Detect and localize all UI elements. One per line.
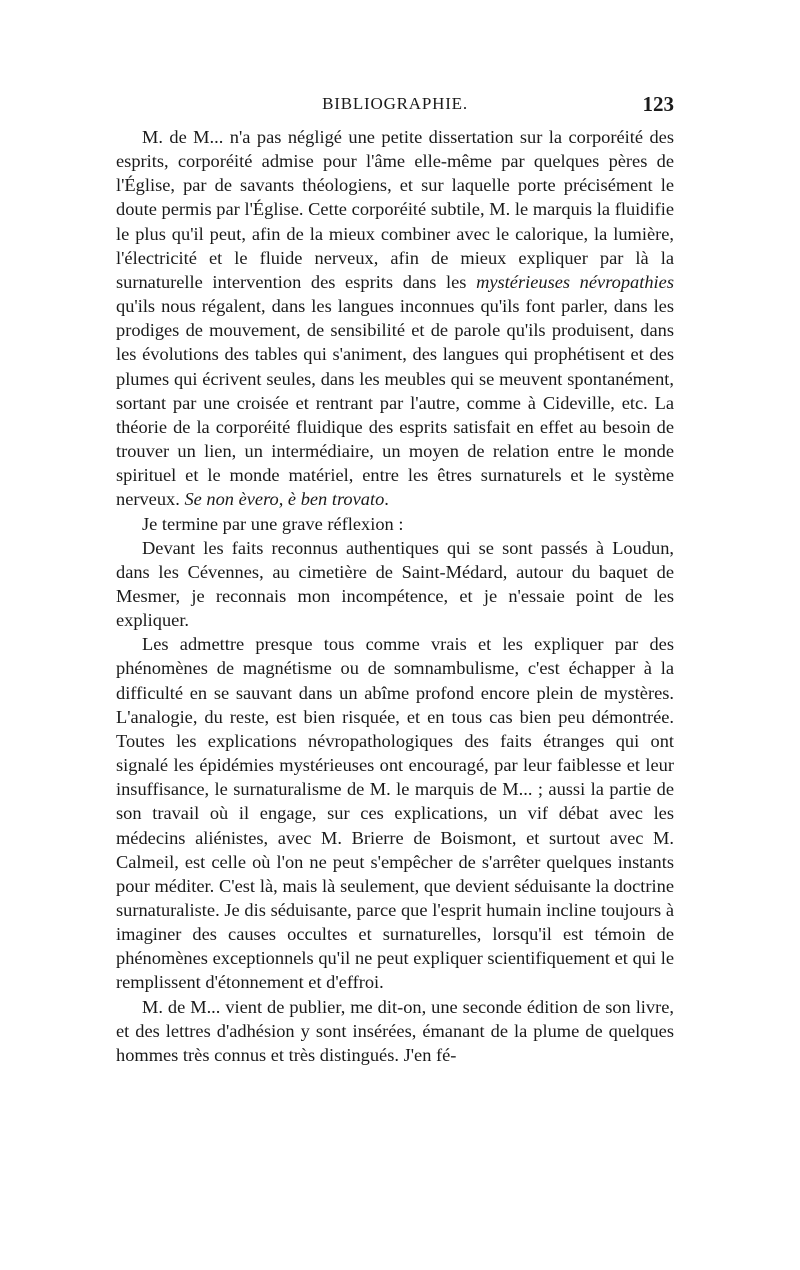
paragraph-2: Je termine par une grave réflexion :: [142, 513, 404, 534]
italic-phrase-nevropathies: mystérieuses névropathies: [476, 271, 674, 292]
page-number: 123: [642, 92, 674, 116]
paragraph-5: M. de M... vient de publier, me dit-on, une seconde édition de son livre, et des lettres d'adhésion y sont insérées, émanant de la plume de quelques hommes très connus et très distingués. J'en fé-: [116, 996, 674, 1065]
italic-phrase-se-non-e-vero: Se non èvero, è ben trovato: [184, 489, 385, 510]
body-text: [116, 125, 674, 1067]
running-head-title: BIBLIOGRAPHIE.: [322, 94, 468, 113]
paragraph-1: [116, 125, 674, 512]
paragraph-3: Devant les faits reconnus authentiques qui se sont passés à Loudun, dans les Cévennes, au cimetière de Saint-Médard, autour du baquet de Mesmer, je reconnais mon incompétence, et je n'essaie point de les expliquer.: [116, 537, 674, 631]
paragraph-1-text-a: M. de M... n'a pas négligé une petite dissertation sur la corporéité des esprits, corporéité admise pour l'âme elle-même par quelques pères de l'Église, par de savants théologiens, et sur laquelle porte précisément le doute permis par l'Église. Cette corporéité subtile, M. le marquis la fluidifie le plus qu'il peut, afin de la mieux combiner avec le calorique, la lumière, l'électricité et le fluide nerveux, afin de mieux expliquer par là la surnaturelle intervention des esprits dans les: [116, 127, 674, 292]
paragraph-1-text-c: .: [384, 489, 389, 510]
paragraph-1-text-b: qu'ils nous régalent, dans les langues inconnues qu'ils font parler, dans les prodiges de mouvement, de sensibilité et de parole qu'ils produisent, dans les évolutions des tables qui s'animent, des langues qui prophétisent et des plumes qui écrivent seules, dans les meubles qui se meuvent spontanément, sortant par une croisée et rentrant par l'autre, comme à Cideville, etc. La théorie de la corporéité fluidique des esprits satisfait en effet au besoin de trouver un lien, un intermédiaire, un moyen de relation entre le monde spirituel et le monde matériel, entre les êtres surnaturels et le système nerveux.: [116, 296, 674, 510]
paragraph-4: Les admettre presque tous comme vrais et les expliquer par des phénomènes de magnétisme ou de somnambulisme, c'est échapper à la difficulté en se sauvant dans un abîme profond encore plein de mystères. L'analogie, du reste, est bien risquée, et en tous cas bien peu démontrée. Toutes les explications névropathologiques des faits étranges qui ont signalé les épidémies mystérieuses ont encouragé, par leur faiblesse et leur insuffisance, le surnaturalisme de M. le marquis de M... ; aussi la partie de son travail où il engage, sur ces explications, un vif débat avec les médecins aliénistes, avec M. Brierre de Boismont, et surtout avec M. Calmeil, est celle où l'on ne peut s'empêcher de s'arrêter quelques instants pour méditer. C'est là, mais là seulement, que devient séduisante la doctrine surnaturaliste. Je dis séduisante, parce que l'esprit humain incline toujours à imaginer des causes occultes et surnaturelles, lorsqu'il est témoin de phénomènes exceptionnels qu'il ne peut expliquer scientifiquement et qui le remplissent d'étonnement et d'effroi.: [116, 634, 674, 993]
running-head: [116, 92, 674, 118]
